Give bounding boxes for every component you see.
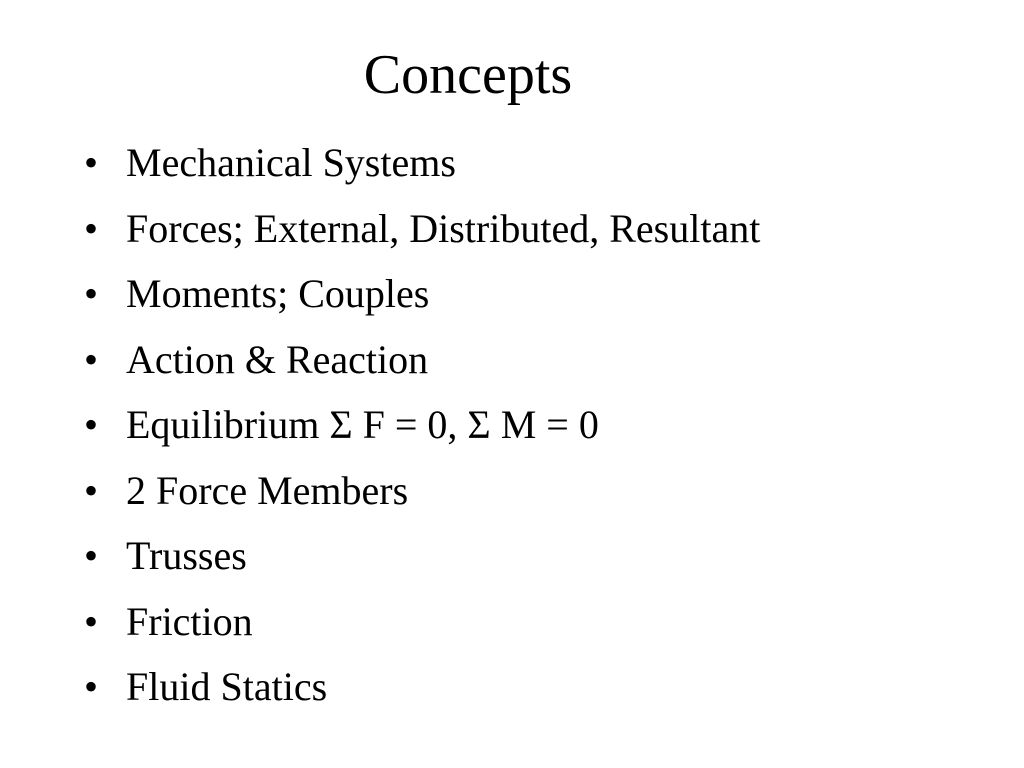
bullet-icon: • (84, 598, 99, 644)
bullet-text: Forces; External, Distributed, Resultant (126, 205, 761, 251)
list-item (84, 654, 760, 720)
bullet-icon: • (84, 664, 99, 709)
bullet-icon: • (84, 402, 99, 447)
bullet-icon: • (84, 533, 99, 578)
bullet-icon: • (84, 336, 99, 382)
bullet-text: Trusses (126, 533, 247, 578)
bullet-icon: • (84, 140, 99, 185)
list-item (84, 196, 760, 262)
list-item (84, 523, 760, 589)
bullet-text: Action & Reaction (126, 336, 429, 382)
bullet-icon: • (84, 271, 99, 316)
list-item (84, 130, 760, 196)
slide-title: Concepts (363, 44, 573, 106)
list-item (84, 458, 760, 524)
bullet-text: Fluid Statics (126, 664, 328, 709)
bullet-text: Friction (126, 598, 253, 644)
list-item (84, 589, 760, 655)
bullet-text: Mechanical Systems (126, 140, 456, 185)
bullet-icon: • (84, 467, 99, 513)
bullet-text: Equilibrium Σ F = 0, Σ M = 0 (126, 402, 599, 447)
bullet-text: 2 Force Members (126, 467, 409, 513)
list-item (84, 327, 760, 393)
bullet-list (84, 130, 760, 720)
list-item (84, 392, 760, 458)
bullet-icon: • (84, 205, 99, 251)
bullet-text: Moments; Couples (126, 271, 430, 316)
list-item (84, 261, 760, 327)
